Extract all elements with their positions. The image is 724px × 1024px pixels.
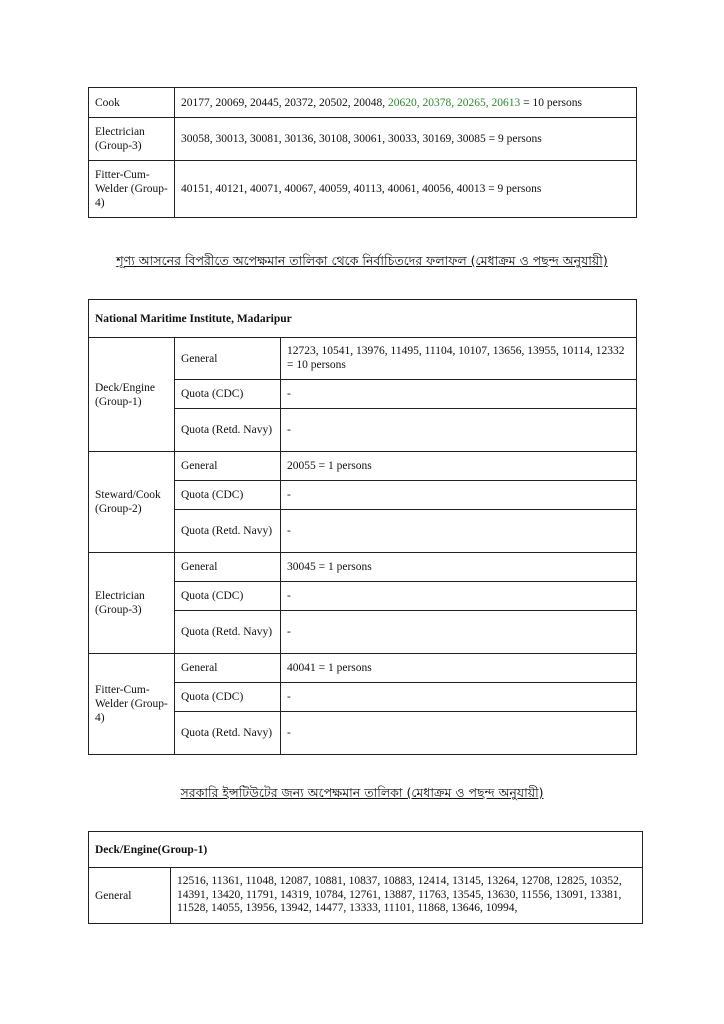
quota-label: General: [175, 452, 281, 481]
trade-label-electrician: Electrician (Group-3): [89, 118, 175, 161]
quota-label: Quota (CDC): [175, 380, 281, 409]
group-name: Electrician (Group-3): [89, 553, 175, 654]
cook-values-plain: 20177, 20069, 20445, 20372, 20502, 20048,: [181, 96, 388, 109]
cook-values-highlighted: 20620, 20378, 20265, 20613: [388, 96, 521, 109]
quota-value: -: [281, 510, 637, 553]
section-heading-waiting-results: শূণ্য আসনের বিপরীতে অপেক্ষমান তালিকা থেকে নির্বাচিতদের ফলাফল (মেধাক্রম ও পছন্দ অনুযায়ী): [116, 253, 608, 268]
cook-values-total: = 10 persons: [520, 96, 582, 109]
top-results-table: [88, 87, 637, 218]
quota-value: -: [281, 683, 637, 712]
electrician-values: 30058, 30013, 30081, 30136, 30108, 30061, 30033, 30169, 30085 = 9 persons: [175, 118, 637, 161]
quota-value: -: [281, 582, 637, 611]
quota-value: -: [281, 481, 637, 510]
trade-label-cook: Cook: [89, 88, 175, 118]
quota-value: 40041 = 1 persons: [281, 654, 637, 683]
table-row: [89, 452, 637, 481]
quota-value: 30045 = 1 persons: [281, 553, 637, 582]
quota-value: -: [281, 409, 637, 452]
table-row: [89, 161, 637, 218]
group-name: Steward/Cook (Group-2): [89, 452, 175, 553]
cook-values: [175, 88, 637, 118]
table-row: [89, 118, 637, 161]
quota-value: -: [281, 611, 637, 654]
quota-label: Quota (Retd. Navy): [175, 409, 281, 452]
quota-label: General: [175, 338, 281, 380]
trade-label-fitter: Fitter-Cum-Welder (Group-4): [89, 161, 175, 218]
quota-label: General: [175, 654, 281, 683]
table-row: [89, 338, 637, 380]
quota-value: -: [281, 380, 637, 409]
table-row: [89, 300, 637, 338]
quota-value: 12723, 10541, 13976, 11495, 11104, 10107, 13656, 13955, 10114, 12332 = 10 persons: [281, 338, 637, 380]
govt-waiting-table: [88, 831, 643, 924]
table-row: [89, 553, 637, 582]
quota-label: Quota (Retd. Navy): [175, 510, 281, 553]
quota-label: General: [89, 868, 171, 924]
quota-label: Quota (Retd. Navy): [175, 611, 281, 654]
table-row: [89, 832, 643, 868]
quota-label: Quota (CDC): [175, 582, 281, 611]
section-heading-govt-waiting-list: সরকারি ইন্সটিউটের জন্য অপেক্ষমান তালিকা (মেধাক্রম ও পছন্দ অনুযায়ী): [180, 785, 544, 800]
waiting-values: 12516, 11361, 11048, 12087, 10881, 10837, 10883, 12414, 13145, 13264, 12708, 12825, 10352, 14391, 13420, 11791, 14319, 10784, 12761, 13887, 11763, 13545, 13630, 11556, 13091, 13381, 11528, 14055, 13956, 13942, 14477, 13333, 11101, 11868, 13646, 10994,: [171, 868, 643, 924]
group-name: Deck/Engine (Group-1): [89, 338, 175, 452]
quota-value: -: [281, 712, 637, 755]
nmi-table: [88, 299, 637, 755]
quota-label: Quota (Retd. Navy): [175, 712, 281, 755]
table-row: [89, 868, 643, 924]
fitter-values: 40151, 40121, 40071, 40067, 40059, 40113, 40061, 40056, 40013 = 9 persons: [175, 161, 637, 218]
quota-value: 20055 = 1 persons: [281, 452, 637, 481]
table-row: [89, 654, 637, 683]
quota-label: Quota (CDC): [175, 481, 281, 510]
quota-label: Quota (CDC): [175, 683, 281, 712]
group-name: Fitter-Cum-Welder (Group-4): [89, 654, 175, 755]
table-row: [89, 88, 637, 118]
institute-title: National Maritime Institute, Madaripur: [89, 300, 637, 338]
quota-label: General: [175, 553, 281, 582]
group-title: Deck/Engine(Group-1): [89, 832, 643, 868]
